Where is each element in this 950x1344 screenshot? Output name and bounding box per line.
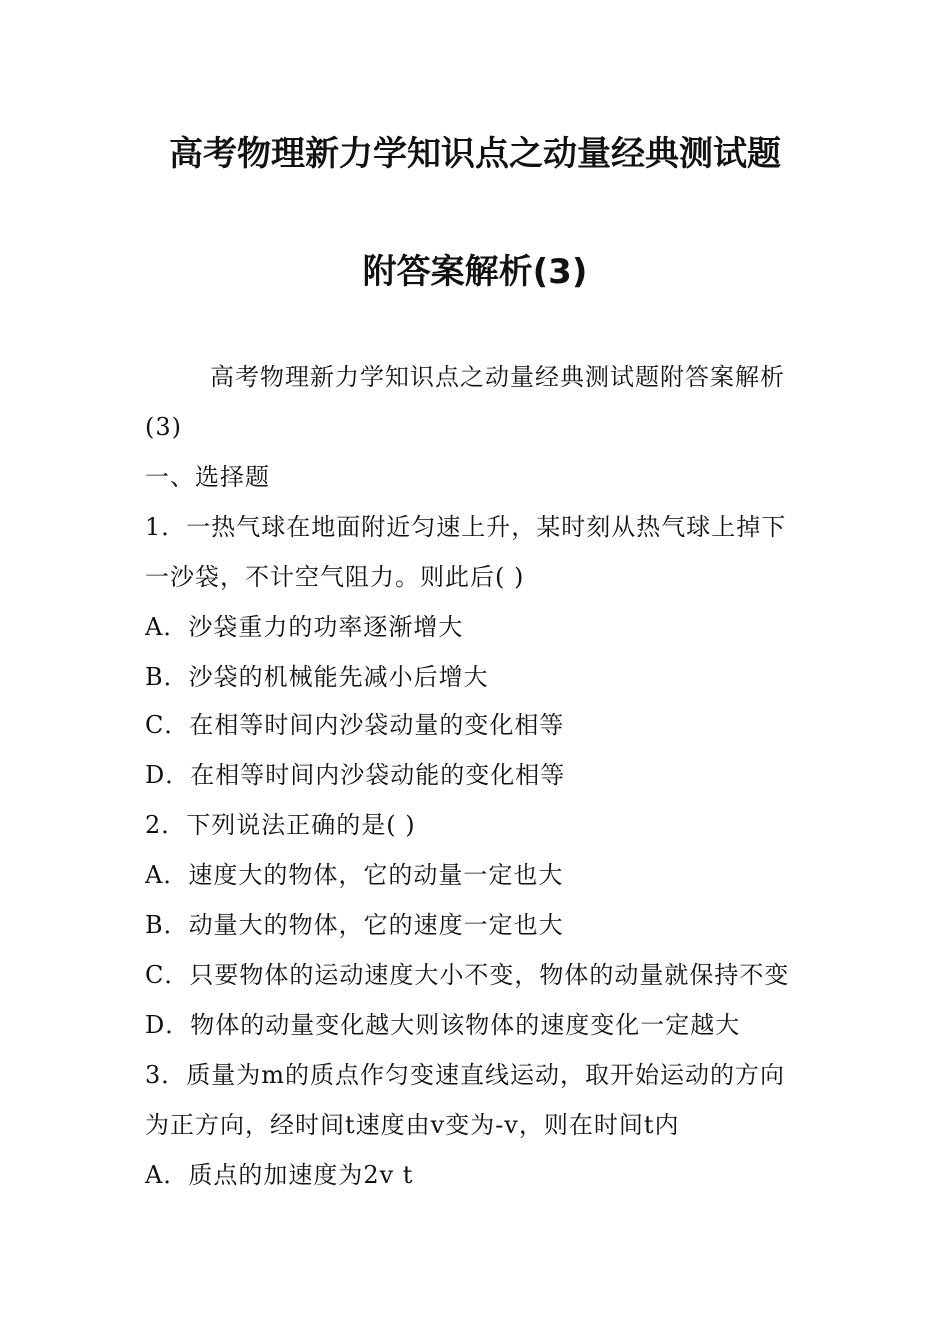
question-3-stem-line-1: 3．质量为m的质点作匀变速直线运动，取开始运动的方向 bbox=[145, 1061, 786, 1089]
question-1-stem-line-2: 一沙袋，不计空气阻力。则此后( ) bbox=[145, 563, 525, 591]
question-1-option-b: B．沙袋的机械能先减小后增大 bbox=[145, 663, 489, 691]
section-heading: 一、选择题 bbox=[145, 463, 270, 491]
question-1-option-c: C．在相等时间内沙袋动量的变化相等 bbox=[145, 711, 565, 739]
document-title-line-1: 高考物理新力学知识点之动量经典测试题 bbox=[169, 134, 781, 174]
question-2-option-b: B．动量大的物体，它的速度一定也大 bbox=[145, 911, 564, 939]
question-2-stem: 2．下列说法正确的是( ) bbox=[145, 811, 416, 839]
question-2-option-a: A．速度大的物体，它的动量一定也大 bbox=[145, 861, 564, 889]
question-3-stem-line-2: 为正方向，经时间t速度由v变为-v，则在时间t内 bbox=[145, 1111, 680, 1139]
intro-line-2: (3) bbox=[145, 413, 182, 441]
question-2-option-d: D．物体的动量变化越大则该物体的速度变化一定越大 bbox=[145, 1011, 741, 1039]
question-1-stem-line-1: 1．一热气球在地面附近匀速上升，某时刻从热气球上掉下 bbox=[145, 513, 787, 541]
question-2-option-c: C．只要物体的运动速度大小不变，物体的动量就保持不变 bbox=[145, 961, 790, 989]
question-1-option-d: D．在相等时间内沙袋动能的变化相等 bbox=[145, 761, 566, 789]
question-3-option-a: A．质点的加速度为2v t bbox=[145, 1161, 414, 1189]
question-1-option-a: A．沙袋重力的功率逐渐增大 bbox=[145, 613, 464, 641]
document-title-line-2: 附答案解析(3) bbox=[362, 252, 588, 292]
intro-line-1: 高考物理新力学知识点之动量经典测试题附答案解析 bbox=[210, 363, 785, 391]
